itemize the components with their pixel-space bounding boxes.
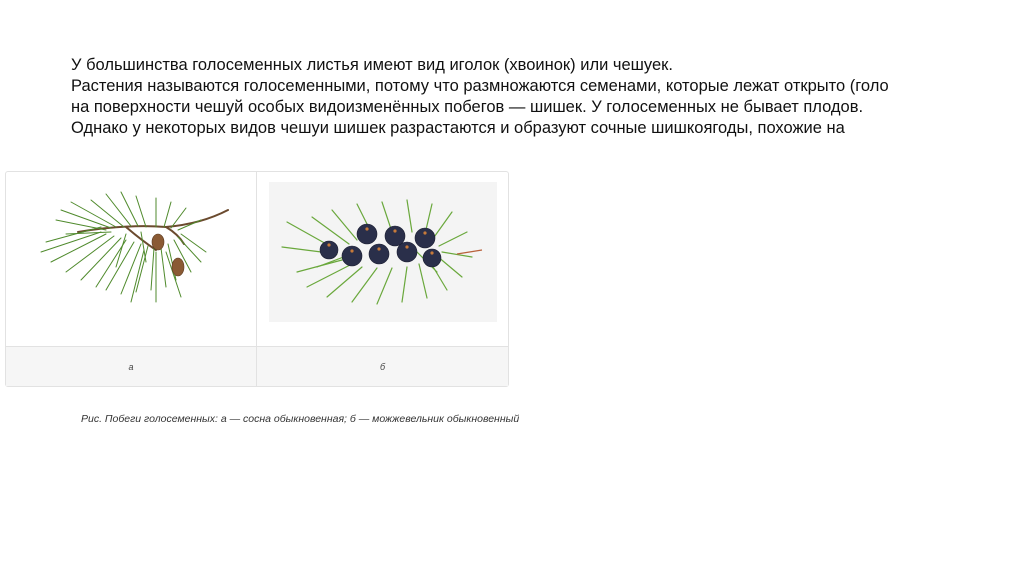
main-paragraph bbox=[71, 55, 1024, 161]
figure-label-a: а bbox=[6, 347, 257, 386]
paragraph-line-2: Растения называются голосеменными, потому что размножаются семенами, которые лежат открыто (голо bbox=[71, 77, 889, 95]
paragraph-line-4: Однако у некоторых видов чешуи шишек разрастаются и образуют сочные шишкоягоды, похожие на bbox=[71, 119, 845, 137]
figure-cell-a bbox=[6, 172, 257, 347]
figure-cell-b bbox=[257, 172, 508, 347]
paragraph-line-1: У большинства голосеменных листья имеют вид иголок (хвоинок) или чешуек. bbox=[71, 56, 673, 74]
figure-table bbox=[5, 171, 509, 387]
figure-caption: Рис. Побеги голосеменных: а — сосна обыкновенная; б — можжевельник обыкновенный bbox=[81, 413, 520, 425]
paragraph-line-3: на поверхности чешуй особых видоизменённых побегов — шишек. У голосеменных не бывает плодов. bbox=[71, 98, 864, 116]
juniper-branch-icon bbox=[257, 172, 508, 347]
figure-label-b: б bbox=[257, 347, 508, 386]
pine-branch-icon bbox=[6, 172, 257, 347]
